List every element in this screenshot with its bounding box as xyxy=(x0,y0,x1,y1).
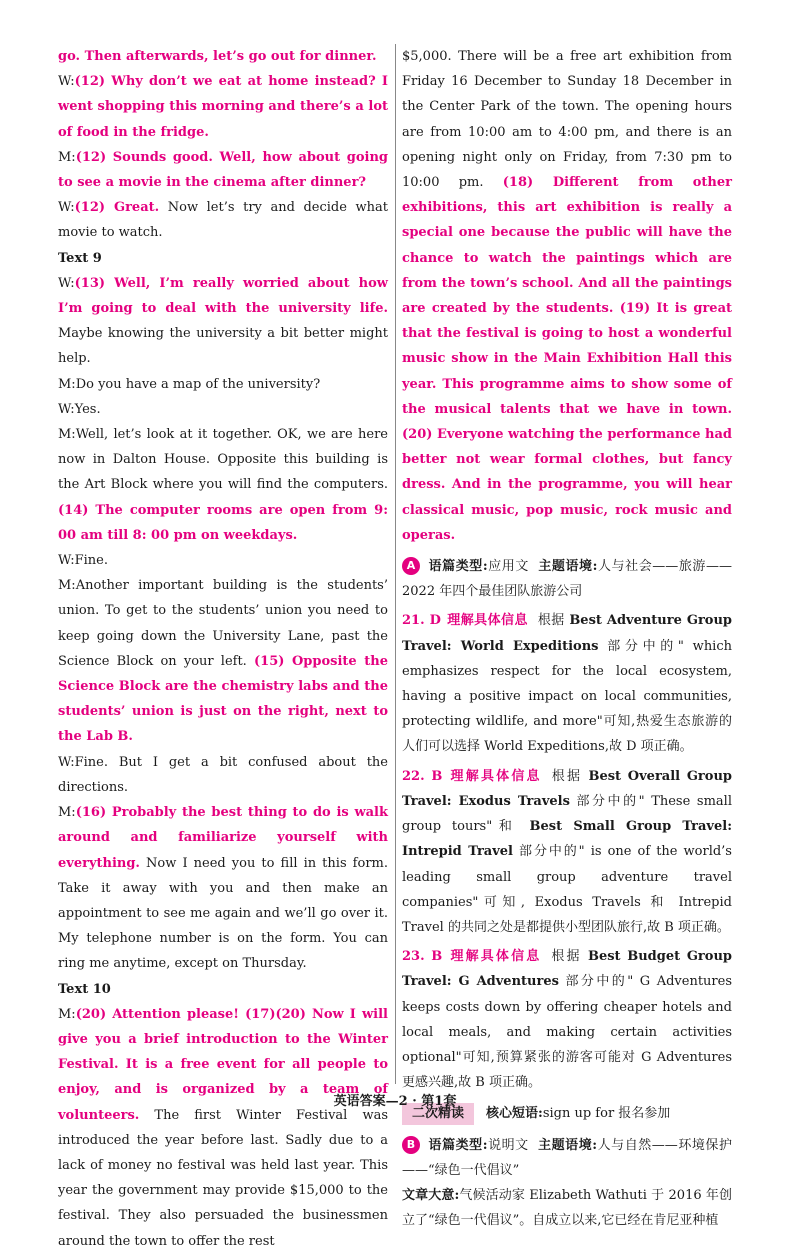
second-reading-row: 二次精读 核心短语:sign up for 报名参加 xyxy=(402,1101,732,1126)
dialogue-line: W:Fine. But I get a bit confused about the directions. xyxy=(58,754,388,795)
text-9-heading: Text 9 xyxy=(58,250,102,266)
dialogue-line: W:(12) Great. Now let’s try and decide what movie to watch. xyxy=(58,200,388,241)
dialogue-continuation: $5,000. There will be a free art exhibition from Friday 16 December to Sunday 18 December in the Center Park of the town. The opening hours are from 10:00 am to 4:00 pm, and there is an opening night only on Friday, from 7:30 pm to 10:00 pm. (18) Different from other exhibitions, this art exhibition is really a special one because the public will have the chance to watch the paintings which are from the town’s school. And all the paintings are created by the students. (19) It is great that the festival is going to host a wonderful music show in the Main Exhibition Hall this year. This programme aims to show some of the musical talents that we have in town. (20) Everyone watching the performance had better not wear formal clothes, but fancy dress. And in the programme, you will hear classical music, pop music, rock music and operas. xyxy=(402,49,732,543)
dialogue-line: M:Another important building is the students’ union. To get to the students’ union you need to keep going down the University Lane, past the Science Block on your left. (15) Opposite the Science Block are the chemistry labs and the students’ union is just on the right, next to the Lab B. xyxy=(58,578,388,745)
dialogue-line: M:Well, let’s look at it together. OK, we are here now in Dalton House. Opposite this building is the Art Block where you will find the computers. (14) The computer rooms are open from 9: 00 am till 8: 00 pm on weekdays. xyxy=(58,427,388,543)
answer-21: 21. D 理解具体信息 根据 Best Adventure Group Travel: World Expeditions 部分中的" which emphasizes respect for the local ecosystem, having a positive impact on local communities, protecting wildlife, and more"可知,热爱生态旅游的人们可以选择 World Expeditions,故 D 项正确。 xyxy=(402,613,733,755)
dialogue-line: M:(12) Sounds good. Well, how about going to see a movie in the cinema after dinner? xyxy=(58,149,388,191)
left-column xyxy=(58,44,388,1254)
article-summary: 文章大意:气候活动家 Elizabeth Wathuti 于 2016 年创立了“绿色一代倡议”。自成立以来,它已经在肯尼亚种植 xyxy=(402,1187,732,1229)
answer-23: 23. B 理解具体信息 根据 Best Budget Group Travel: G Adventures 部分中的" G Adventures keeps costs down by offering cheaper hotels and local meals, and making certain activities optional"可知,预算紧张的游客可能对 G Adventures 更感兴趣,故 B 项正确。 xyxy=(402,949,732,1091)
dialogue-line: W:Fine. xyxy=(58,553,109,569)
dialogue-line: go. Then afterwards, let’s go out for dinner. xyxy=(58,49,377,64)
column-divider xyxy=(395,44,396,1084)
second-reading-tag: 二次精读 xyxy=(402,1103,474,1125)
section-a-header: A 语篇类型:应用文 主题语境:人与社会——旅游——2022 年四个最佳团队旅游公司 xyxy=(402,559,732,600)
dialogue-line: W:(12) Why don’t we eat at home instead? I went shopping this morning and there’s a lot of food in the fridge. xyxy=(58,74,388,140)
section-b-header: B 语篇类型:说明文 主题语境:人与自然——环境保护——“绿色一代倡议” xyxy=(402,1137,732,1178)
dialogue-line: W:(13) Well, I’m really worried about how I’m going to deal with the university life. Maybe knowing the university a bit better might help. xyxy=(58,275,388,367)
dialogue-line: M:(16) Probably the best thing to do is walk around and familiarize yourself with everything. Now I need you to fill in this form. Take it away with you and then make an appointment to see me again and we’ll go over it. My telephone number is on the form. You can ring me anytime, except on Thursday. xyxy=(58,805,388,972)
dialogue-line: M:(20) Attention please! (17)(20) Now I will give you a brief introduction to the Winter Festival. It is a free event for all people to enjoy, and is organized by a team of volunteers. The first Winter Festival was introduced the year before last. Sadly due to a lack of money no festival was held last year. This year the government may provide $15,000 to the festival. They also persuaded the businessmen around the town to offer the rest xyxy=(58,1006,388,1249)
page-footer: 英语答案—2 · 第1套 xyxy=(333,1094,457,1109)
section-b-badge: B xyxy=(402,1136,420,1154)
right-column xyxy=(402,44,732,1233)
text-10-heading: Text 10 xyxy=(58,981,111,997)
answer-22: 22. B 理解具体信息 根据 Best Overall Group Travel: Exodus Travels 部分中的" These small group tours"和 Best Small Group Travel: Intrepid Travel 部分中的" is one of the world’s leading small group adventure travel companies"可知, Exodus Travels 和 Intrepid Travel 的共同之处是都提供小型团队旅行,故 B 项正确。 xyxy=(402,768,732,935)
section-a-badge: A xyxy=(402,557,420,575)
dialogue-line: M:Do you have a map of the university? xyxy=(58,376,321,392)
dialogue-line: W:Yes. xyxy=(58,401,101,417)
